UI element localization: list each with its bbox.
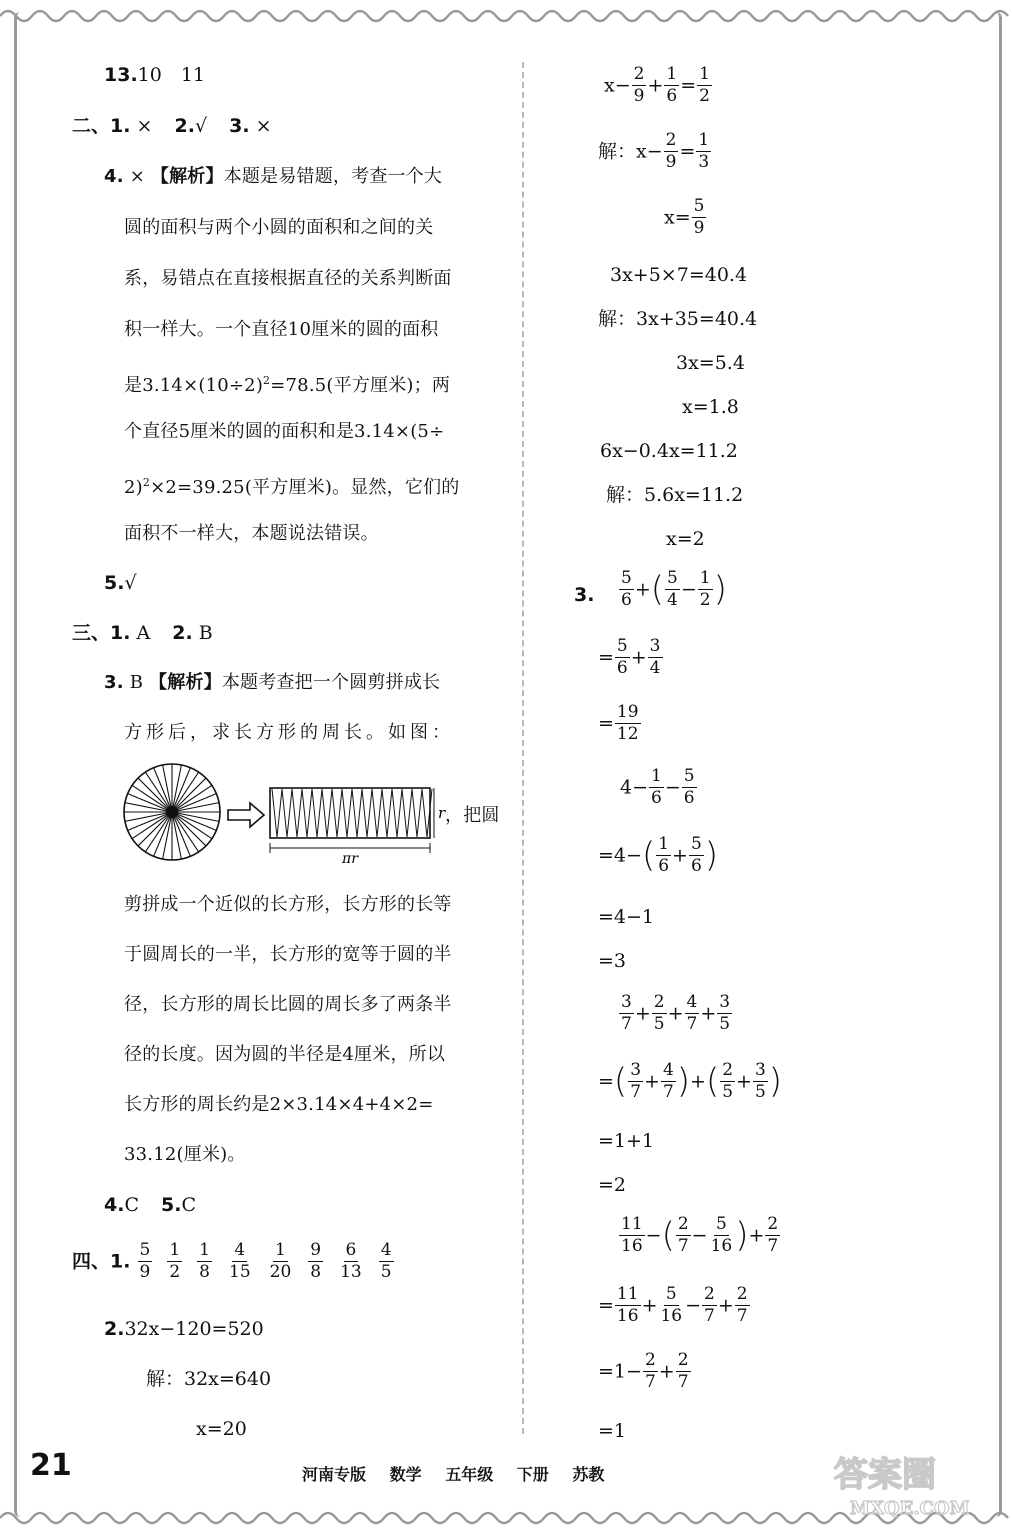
explanation-line: 个直径5厘米的圆的面积和是3.14×(5÷: [124, 421, 445, 442]
watermark-url: MXQE.COM: [850, 1498, 970, 1519]
numerator: 1: [658, 834, 670, 854]
equation-1: x− $\frac{2}{9}$ + $\frac{1}{6}$ = $\frac{1}{2}$: [604, 64, 710, 106]
explanation-line: 系，易错点在直接根据直径的关系判断面: [124, 268, 452, 289]
numerator: 2: [736, 1284, 748, 1304]
denominator: 9: [633, 86, 645, 106]
calc-3-result: =2: [598, 1174, 627, 1196]
fraction: [619, 1214, 645, 1257]
numerator: 2: [677, 1214, 689, 1234]
denominator: 6: [651, 788, 662, 808]
explanation-line: 径，长方形的周长比圆的周长多了两条半: [124, 994, 452, 1015]
numerator: 11: [621, 1214, 643, 1234]
denominator: 7: [704, 1306, 715, 1326]
fraction-answer: [138, 1240, 153, 1283]
fraction-answer: [268, 1240, 294, 1283]
denominator: 5: [722, 1082, 734, 1102]
right-arrow-icon: [228, 803, 264, 827]
footer-subject: 数学: [389, 1465, 422, 1484]
explanation-line: 面积不一样大，本题说法错误。: [124, 523, 379, 544]
numerator: 1: [169, 1240, 181, 1260]
numerator: 1: [199, 1240, 210, 1260]
section-4-fractions: 四、1. $\frac{5}{9}$ $\frac{1}{2}$ $\frac{1}{8}$ $\frac{4}{15}$ $\frac{1}{20}$ $\frac{9}{8}$ $\frac{6}{13}$ $\frac{4}{5}$: [72, 1240, 408, 1283]
numerator: 1: [698, 130, 710, 150]
fraction: [698, 568, 713, 611]
fraction: [720, 1060, 735, 1103]
footer-info: [302, 1462, 604, 1485]
numerator: 1: [275, 1240, 286, 1260]
fraction: [709, 1214, 735, 1257]
denominator: 5: [653, 1014, 665, 1034]
denominator: 8: [310, 1262, 322, 1282]
denominator: 2: [699, 590, 711, 610]
numerator: 2: [704, 1284, 715, 1304]
explanation-line: 2)$^2$×2=39.25(平方厘米)。显然，它们的: [124, 476, 460, 498]
fraction: [619, 992, 634, 1035]
fraction-answer: [197, 1240, 212, 1283]
denominator: 7: [677, 1236, 689, 1256]
explanation-line: 圆的面积与两个小圆的面积和之间的关: [124, 217, 434, 238]
numerator: 4: [234, 1240, 246, 1260]
denominator: 13: [340, 1262, 362, 1282]
fraction: [658, 1284, 684, 1327]
equation-3: 6x−0.4x=11.2: [600, 440, 738, 462]
denominator: 7: [662, 1082, 674, 1102]
denominator: 6: [666, 86, 678, 106]
fraction: [664, 64, 679, 107]
explanation-line: 方形后，求长方形的周长。如图：: [124, 722, 454, 743]
numerator: 3: [719, 992, 731, 1012]
explanation-line: 剪拼成一个近似的长方形，长方形的长等: [124, 894, 452, 915]
numerator: 5: [683, 766, 695, 786]
numerator: 4: [662, 1060, 674, 1080]
footer-grade: 五年级: [445, 1465, 494, 1484]
numerator: 3: [621, 992, 632, 1012]
column-divider: [522, 62, 524, 1434]
fraction: [735, 1284, 750, 1327]
numerator: 1: [651, 766, 662, 786]
numerator: 1: [699, 64, 710, 84]
fraction: [643, 1350, 658, 1393]
numerator: 5: [690, 834, 702, 854]
answer-2-5: 5.√: [104, 572, 137, 594]
denominator: 3: [698, 152, 710, 172]
fraction-answer: [227, 1240, 253, 1283]
equation-2-result: x=1.8: [682, 396, 739, 418]
site-watermark-logo: [828, 1442, 998, 1522]
numerator: 5: [616, 636, 628, 656]
denominator: 5: [754, 1082, 766, 1102]
denominator: 9: [693, 218, 705, 238]
denominator: 6: [658, 856, 670, 876]
fraction: [676, 1214, 691, 1257]
approx-rectangle: [270, 788, 434, 853]
sector-circle: [124, 764, 220, 860]
denominator: 15: [229, 1262, 251, 1282]
fraction-answer: [308, 1240, 323, 1283]
calc-3-step: =( $\frac{3}{7}$ + $\frac{4}{7}$ )+( $\frac{2}{5}$ + $\frac{3}{5}$ ): [598, 1060, 783, 1102]
answer-13: 13.10 11: [104, 64, 206, 86]
explanation-line: 33.12(厘米)。: [124, 1144, 246, 1165]
numerator: 2: [767, 1214, 779, 1234]
denominator: 16: [710, 1236, 733, 1256]
fraction: [702, 1284, 717, 1327]
numerator: 1: [666, 64, 678, 84]
fraction: [615, 702, 641, 745]
fraction-answer: [167, 1240, 182, 1283]
section-3-answers-2: 4.C 5.C: [104, 1194, 197, 1216]
numerator: 3: [754, 1060, 766, 1080]
denominator: 7: [767, 1236, 779, 1256]
numerator: 11: [616, 1284, 639, 1304]
numerator: 5: [621, 568, 632, 588]
solution-step: x=20: [196, 1418, 247, 1440]
footer-volume: 下册: [516, 1465, 549, 1484]
denominator: 6: [621, 590, 632, 610]
denominator: 9: [665, 152, 677, 172]
fraction-answer: [379, 1240, 394, 1283]
equation-1-result: x= $\frac{5}{9}$: [664, 196, 705, 238]
figure-caption-tail: ，把圆: [445, 805, 500, 826]
circle-to-rectangle-figure: [120, 760, 500, 870]
explanation-line: 是$3.14\times(10\div 2)^2=78.5$(平方厘米)；两: [124, 374, 451, 396]
answer-4-2: 2.32x−120=520: [104, 1318, 264, 1340]
fraction: [717, 992, 732, 1035]
denominator: 7: [736, 1306, 748, 1326]
fraction: [628, 1060, 643, 1103]
denominator: 9: [139, 1262, 151, 1282]
numerator: 3: [630, 1060, 642, 1080]
page-number: 21: [30, 1448, 72, 1483]
fraction: [615, 636, 630, 679]
fraction: [648, 636, 663, 679]
calc-3: $\frac{3}{7}$ + $\frac{2}{5}$ + $\frac{4}{7}$ + $\frac{3}{5}$: [621, 992, 731, 1034]
fraction: [652, 992, 667, 1035]
numerator: 2: [633, 64, 645, 84]
denominator: 5: [719, 1014, 731, 1034]
numerator: 2: [677, 1350, 689, 1370]
denominator: 7: [644, 1372, 656, 1392]
denominator: 16: [621, 1236, 643, 1256]
fraction: [649, 766, 664, 809]
fraction: [665, 568, 680, 611]
numerator: 4: [380, 1240, 392, 1260]
numerator: 4: [686, 992, 698, 1012]
calc-4-step: = $\frac{11}{16}$ + $\frac{5}{16}$ − $\frac{2}{7}$ + $\frac{2}{7}$: [598, 1284, 748, 1326]
numerator: 19: [616, 702, 639, 722]
calc-2: 4− $\frac{1}{6}$ − $\frac{5}{6}$: [620, 766, 695, 808]
half-circumference-label: πr: [342, 851, 358, 867]
footer-region: 河南专版: [302, 1465, 367, 1484]
fraction: [753, 1060, 768, 1103]
calc-2-step: =4−1: [598, 906, 655, 928]
numerator: 5: [665, 1284, 677, 1304]
denominator: 7: [621, 1014, 632, 1034]
denominator: 4: [649, 658, 661, 678]
equation-2-step: 3x=5.4: [676, 352, 745, 374]
answer-3-3-head: 3. B 【解析】本题考查把一个圆剪拼成长: [104, 672, 441, 693]
numerator: 5: [139, 1240, 151, 1260]
denominator: 7: [686, 1014, 698, 1034]
numerator: 1: [699, 568, 711, 588]
watermark-logo-text: 答案圈: [834, 1455, 936, 1495]
fraction: [765, 1214, 780, 1257]
denominator: 4: [667, 590, 678, 610]
denominator: 5: [380, 1262, 392, 1282]
equation-1-step: 解：x− $\frac{2}{9}$ = $\frac{1}{3}$: [598, 130, 710, 172]
denominator: 16: [660, 1306, 683, 1326]
equation-2: 3x+5×7=40.4: [610, 264, 748, 286]
numerator: 5: [693, 196, 705, 216]
solution-step: 解：32x=640: [146, 1368, 272, 1390]
explanation-line: 于圆周长的一半，长方形的宽等于圆的半: [124, 944, 452, 965]
calc-1-result: = $\frac{19}{12}$: [598, 702, 639, 744]
denominator: 12: [616, 724, 639, 744]
calc-4: $\frac{11}{16}$ −( $\frac{2}{7}$ − $\frac{5}{16}$ )+ $\frac{2}{7}$: [621, 1214, 779, 1256]
fraction: [656, 834, 671, 877]
explanation-line: 积一样大。一个直径10厘米的圆的面积: [124, 319, 439, 340]
calc-1-step: = $\frac{5}{6}$ + $\frac{3}{4}$: [598, 636, 661, 678]
denominator: 6: [690, 856, 702, 876]
denominator: 7: [630, 1082, 642, 1102]
equation-3-result: x=2: [666, 528, 705, 550]
numerator: 2: [722, 1060, 734, 1080]
fraction: [689, 834, 704, 877]
fraction: [682, 766, 697, 809]
fraction-answer: [338, 1240, 364, 1283]
fraction: [664, 130, 679, 173]
numerator: 9: [310, 1240, 322, 1260]
fraction: [619, 568, 634, 611]
section-3-answers: 三、1. A 2. B: [72, 622, 213, 644]
denominator: 6: [616, 658, 628, 678]
denominator: 2: [169, 1262, 181, 1282]
answer-2-4-head: 4. × 【解析】本题是易错题，考查一个大: [104, 166, 443, 187]
explanation-line: 长方形的周长约是2×3.14×4+4×2=: [124, 1094, 434, 1115]
calc-1: $\frac{5}{6}$ +( $\frac{5}{4}$ − $\frac{1}{2}$ ): [621, 568, 727, 610]
numerator: 5: [667, 568, 678, 588]
numerator: 3: [649, 636, 661, 656]
calc-3-step: =1+1: [598, 1130, 655, 1152]
denominator: 20: [269, 1262, 292, 1282]
explanation-line: 径的长度。因为圆的半径是4厘米，所以: [124, 1044, 446, 1065]
question-3-number: 3.: [574, 584, 595, 606]
fraction: [676, 1350, 691, 1393]
fraction: [685, 992, 700, 1035]
calc-4-result: =1: [598, 1420, 627, 1442]
equation-3-step: 解：5.6x=11.2: [606, 484, 744, 506]
denominator: 16: [616, 1306, 639, 1326]
calc-4-step: =1− $\frac{2}{7}$ + $\frac{2}{7}$: [598, 1350, 689, 1392]
numerator: 6: [345, 1240, 357, 1260]
numerator: 5: [715, 1214, 727, 1234]
section-2-answers: 二、1. × 2.√ 3. ×: [72, 115, 272, 137]
fraction: [661, 1060, 676, 1103]
fraction: [632, 64, 647, 107]
denominator: 8: [199, 1262, 210, 1282]
numerator: 2: [665, 130, 677, 150]
footer-edition: 苏教: [572, 1465, 605, 1484]
fraction: [692, 196, 707, 239]
calc-2-step: =4−( $\frac{1}{6}$ + $\frac{5}{6}$ ): [598, 834, 719, 876]
equation-2-step: 解：3x+35=40.4: [598, 308, 758, 330]
radius-label: r: [438, 804, 446, 822]
calc-2-result: =3: [598, 950, 627, 972]
numerator: 2: [644, 1350, 656, 1370]
fraction: [696, 130, 711, 173]
denominator: 2: [699, 86, 710, 106]
denominator: 6: [683, 788, 695, 808]
fraction: [697, 64, 712, 107]
numerator: 2: [653, 992, 665, 1012]
fraction: [615, 1284, 641, 1327]
denominator: 7: [677, 1372, 689, 1392]
